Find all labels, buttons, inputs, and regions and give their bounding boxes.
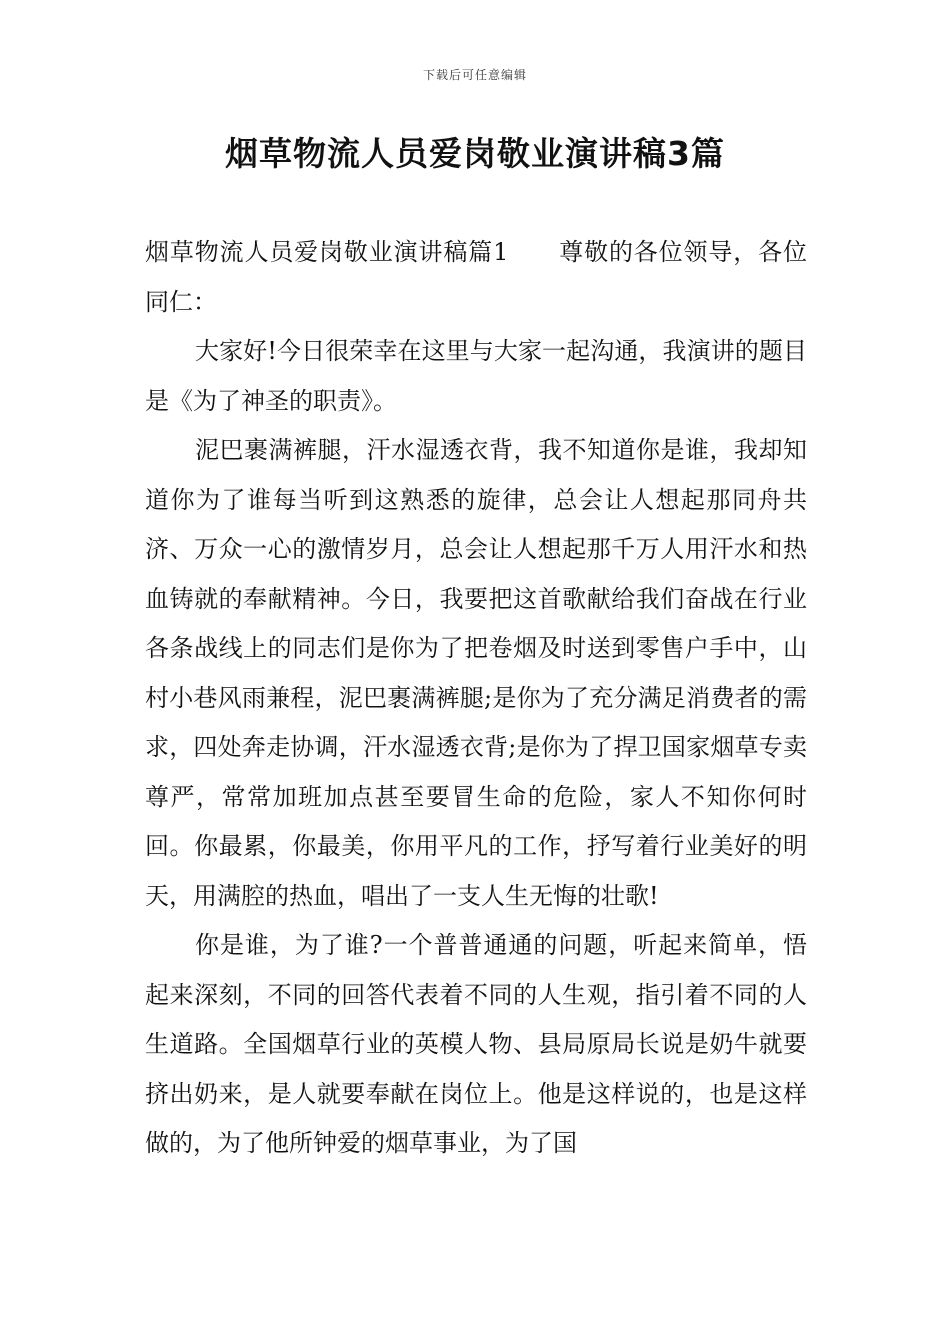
- section-heading: 烟草物流人员爱岗敬业演讲稿篇1: [145, 238, 509, 266]
- document-body: [145, 228, 807, 1169]
- paragraph-dedication: 泥巴裹满裤腿，汗水湿透衣背，我不知道你是谁，我却知道你为了谁每当听到这熟悉的旋律，总会让人想起那同舟共济、万众一心的激情岁月，总会让人想起那千万人用汗水和热血铸就的奉献精神。今日，我要把这首歌献给我们奋战在行业各条战线上的同志们是你为了把卷烟及时送到零售户手中，山村小巷风雨兼程，泥巴裹满裤腿;是你为了充分满足消费者的需求，四处奔走协调，汗水湿透衣背;是你为了捍卫国家烟草专卖尊严，常常加班加点甚至要冒生命的危险，家人不知你何时回。你最累，你最美，你用平凡的工作，抒写着行业美好的明天，用满腔的热血，唱出了一支人生无悔的壮歌!: [145, 436, 807, 910]
- paragraph-question: 你是谁，为了谁?一个普普通通的问题，听起来简单，悟起来深刻，不同的回答代表着不同的人生观，指引着不同的人生道路。全国烟草行业的英模人物、县局原局长说是奶牛就要挤出奶来，是人就要奉献在岗位上。他是这样说的，也是这样做的，为了他所钟爱的烟草事业，为了国: [145, 931, 807, 1157]
- greeting: 尊敬的各位领导，各位同仁：: [145, 238, 807, 316]
- opening-paragraph: [145, 228, 807, 327]
- header-note: 下载后可任意编辑: [422, 68, 527, 82]
- document-title: 烟草物流人员爱岗敬业演讲稿3篇: [225, 134, 725, 173]
- paragraph-intro: 大家好!今日很荣幸在这里与大家一起沟通，我演讲的题目是《为了神圣的职责》。: [145, 337, 807, 415]
